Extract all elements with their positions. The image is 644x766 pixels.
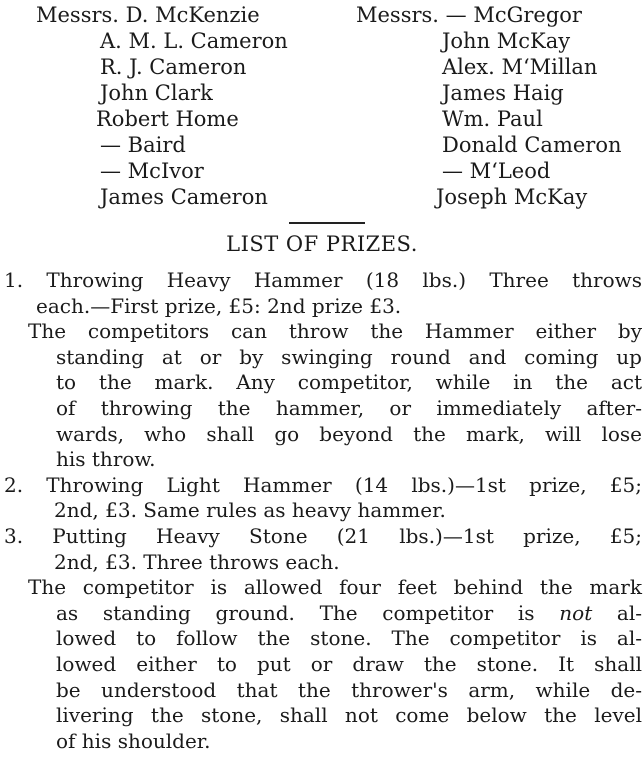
rule-text: of throwing the hammer, or immediately after-: [56, 395, 642, 420]
prize-line: 3. Putting Heavy Stone (21 lbs.)—1st prize, £5;: [4, 523, 642, 548]
rule-line: [0, 729, 644, 755]
rule-text: his throw.: [56, 447, 156, 472]
rule-text: wards, who shall go beyond the mark, will lose: [56, 421, 642, 446]
rule-text-part: as standing ground. The competitor is: [56, 600, 560, 625]
rule-text: livering the stone, shall not come below the level: [56, 703, 642, 728]
rule-line: [0, 319, 644, 345]
committee-name: R. J. Cameron: [100, 55, 247, 79]
rule-line: [0, 703, 644, 729]
rule-line: [0, 370, 644, 396]
committee-name: Robert Home: [96, 107, 239, 131]
committee-name: Joseph McKay: [436, 185, 588, 209]
rule-text: [56, 601, 642, 627]
rule-text: standing at or by swinging round and coming up: [56, 344, 642, 369]
prize-line: 2. Throwing Light Hammer (14 lbs.)—1st prize, £5;: [4, 472, 642, 497]
rule-text-part: al-: [592, 600, 643, 625]
rule-text: be understood that the thrower's arm, while de-: [56, 677, 642, 702]
rule-line: [0, 678, 644, 704]
committee-name: A. M. L. Cameron: [100, 29, 288, 53]
prize-line: 2nd, £3. Three throws each.: [54, 549, 340, 574]
section-heading: LIST OF PRIZES.: [226, 232, 418, 256]
emphasis-not: not: [559, 600, 593, 625]
committee-name: — Baird: [100, 133, 186, 157]
committee-name: — McIvor: [100, 159, 204, 183]
rule-line: [0, 575, 644, 601]
prize-entry-cont: [0, 498, 644, 524]
committee-column-right: [356, 2, 622, 210]
prize-line: 2nd, £3. Same rules as heavy hammer.: [54, 498, 446, 523]
committee-name: Messrs. D. McKenzie: [36, 3, 260, 27]
committee-name: James Haig: [442, 81, 564, 105]
prize-entry: [0, 524, 644, 550]
rule-line: [0, 345, 644, 371]
prize-line: each.—First prize, £5: 2nd prize £3.: [36, 293, 402, 318]
prize-entry: [0, 268, 644, 294]
rule-text: The competitors can throw the Hammer either by: [28, 319, 642, 344]
rule-text: of his shoulder.: [56, 728, 211, 753]
rule-line: [0, 396, 644, 422]
committee-name: Wm. Paul: [442, 107, 543, 131]
rule-line: [0, 652, 644, 678]
committee-name: Messrs. — McGregor: [356, 3, 582, 27]
prize-list: [0, 268, 644, 754]
rule-text: lowed either to put or draw the stone. It shall: [56, 651, 642, 676]
prize-entry: [0, 473, 644, 499]
rule-text: to the mark. Any competitor, while in the act: [56, 370, 642, 395]
committee-names: [0, 0, 644, 215]
rule-text: lowed to follow the stone. The competitor is al-: [56, 626, 642, 651]
committee-name: — M‘Leod: [442, 159, 551, 183]
committee-name: John McKay: [442, 29, 571, 53]
section-divider: [289, 222, 365, 224]
committee-name: John Clark: [100, 81, 213, 105]
committee-name: Donald Cameron: [442, 133, 622, 157]
prize-entry-cont: [0, 550, 644, 576]
rule-line: [0, 447, 644, 473]
rule-line: [0, 422, 644, 448]
committee-name: Alex. M‘Millan: [442, 55, 598, 79]
rule-line: [0, 601, 644, 627]
prize-line: 1. Throwing Heavy Hammer (18 lbs.) Three throws: [4, 268, 642, 292]
prize-entry-cont: [0, 294, 644, 320]
rule-line: [0, 626, 644, 652]
committee-column-left: [36, 2, 288, 210]
rule-text: The competitor is allowed four feet behind the mark: [28, 575, 642, 600]
committee-name: James Cameron: [100, 185, 268, 209]
